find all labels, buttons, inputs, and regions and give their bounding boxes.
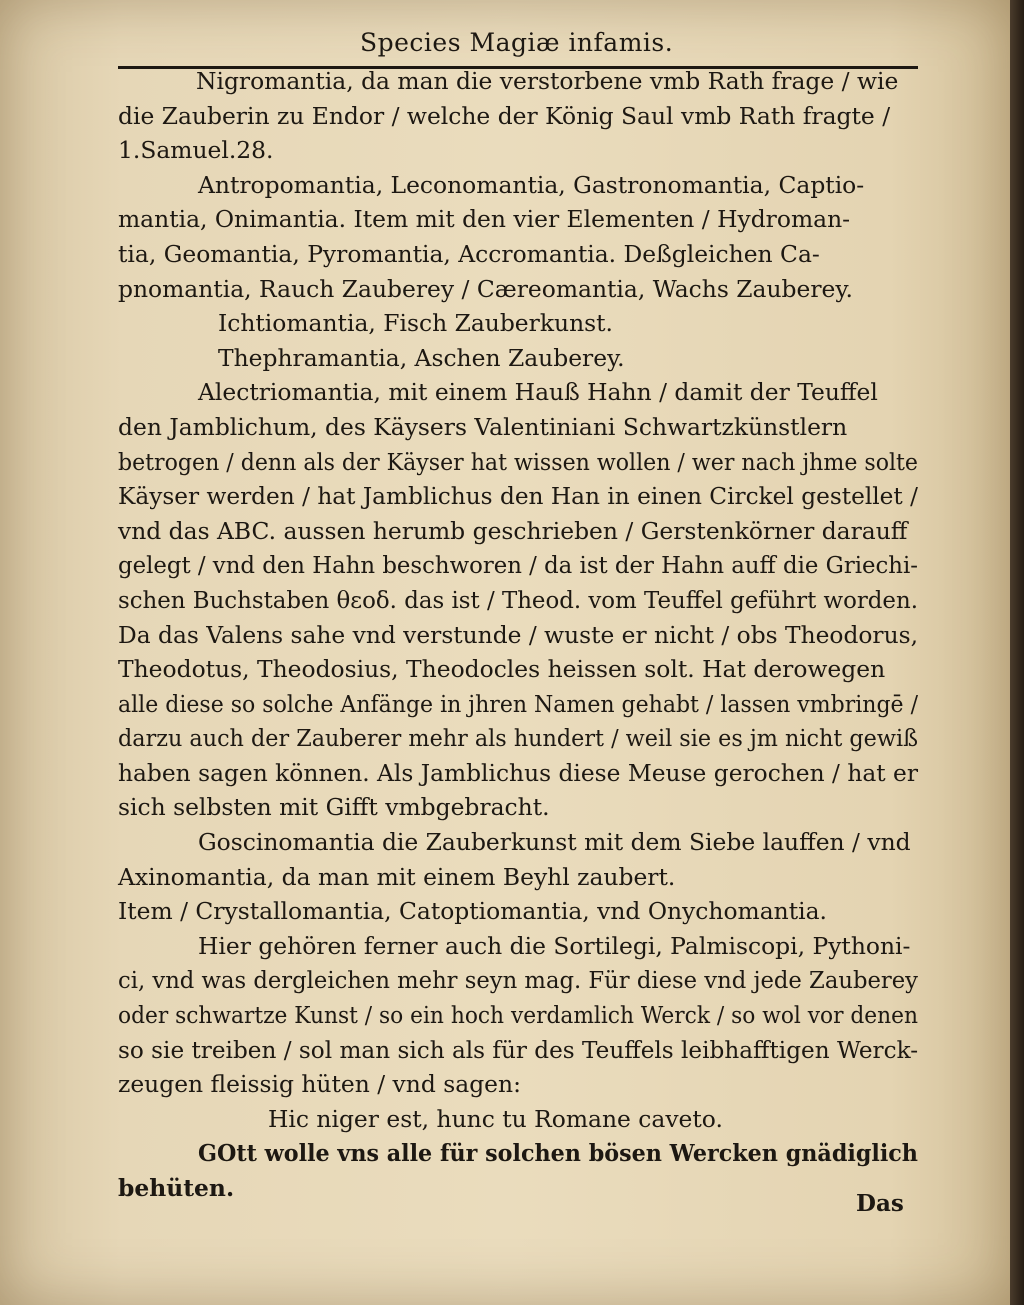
text-block [118, 64, 918, 1206]
text-line: haben sagen können. Als Jamblichus diese Meuse gerochen / hat er [118, 758, 919, 787]
running-head: Species Magiæ infamis. [360, 28, 674, 57]
text-line: Da das Valens sahe vnd verstunde / wuste er nicht / obs Theodorus, [118, 620, 919, 649]
text-line: alle diese so solche Anfänge in jhren Namen gehabt / lassen vmbringē / [118, 689, 918, 718]
text-line: oder schwartze Kunst / so ein hoch verdamlich Werck / so wol vor denen [118, 1001, 918, 1030]
text-line: Item / Crystallomantia, Catoptiomantia, vnd Onychomantia. [118, 897, 827, 926]
text-line: die Zauberin zu Endor / welche der König Saul vmb Rath fragte / [118, 101, 891, 130]
catchword: Das [856, 1190, 904, 1217]
text-line: Käyser werden / hat Jamblichus den Han in einen Circkel gestellet / [118, 482, 918, 511]
text-line: schen Buchstaben θεοδ. das ist / Theod. vom Teuffel geführt worden. [118, 585, 918, 614]
latin-motto: Hic niger est, hunc tu Romane caveto. [268, 1104, 723, 1133]
text-line: Hier gehören ferner auch die Sortilegi, Palmiscopi, Pythoni- [198, 931, 911, 960]
text-line: so sie treiben / sol man sich als für des Teuffels leibhafftigen Werck- [118, 1035, 919, 1064]
text-line: zeugen fleissig hüten / vnd sagen: [118, 1070, 521, 1099]
text-line: Goscinomantia die Zauberkunst mit dem Siebe lauffen / vnd [198, 828, 911, 857]
text-line: ci, vnd was dergleichen mehr seyn mag. Für diese vnd jede Zauberey [118, 966, 918, 995]
text-line: tia, Geomantia, Pyromantia, Accromantia. Deßgleichen Ca- [118, 239, 820, 268]
text-line: mantia, Onimantia. Item mit den vier Elementen / Hydroman- [118, 205, 851, 234]
text-line: Theodotus, Theodosius, Theodocles heissen solt. Hat derowegen [118, 655, 886, 684]
text-line: sich selbsten mit Gifft vmbgebracht. [118, 793, 550, 822]
text-line: Thephramantia, Aschen Zauberey. [218, 343, 625, 372]
text-line: pnomantia, Rauch Zauberey / Cæreomantia, Wachs Zauberey. [118, 274, 853, 303]
text-line: Nigromantia, da man die verstorbene vmb Rath frage / wie [196, 67, 899, 95]
text-line: Axinomantia, da man mit einem Beyhl zaubert. [118, 862, 676, 891]
text-line: betrogen / denn als der Käyser hat wissen wollen / wer nach jhme solte [118, 447, 918, 476]
text-line: darzu auch der Zauberer mehr als hundert / weil sie es jm nicht gewiß [118, 724, 918, 753]
text-line: den Jamblichum, des Käysers Valentiniani Schwartzkünstlern [118, 412, 848, 441]
text-line: Ichtiomantia, Fisch Zauberkunst. [218, 309, 613, 338]
closing-prayer-line: GOtt wolle vns alle für solchen bösen Wercken gnädiglich [198, 1139, 918, 1168]
closing-prayer-line: behüten. [118, 1174, 235, 1202]
book-edge [1010, 0, 1024, 1305]
text-line: 1.Samuel.28. [118, 136, 274, 165]
text-line: Antropomantia, Leconomantia, Gastronomantia, Captio- [198, 170, 865, 199]
text-line: Alectriomantia, mit einem Hauß Hahn / damit der Teuffel [198, 378, 878, 407]
text-line: gelegt / vnd den Hahn beschworen / da ist der Hahn auff die Griechi- [118, 551, 918, 580]
text-line: vnd das ABC. aussen herumb geschrieben / Gerstenkörner darauff [118, 516, 908, 545]
